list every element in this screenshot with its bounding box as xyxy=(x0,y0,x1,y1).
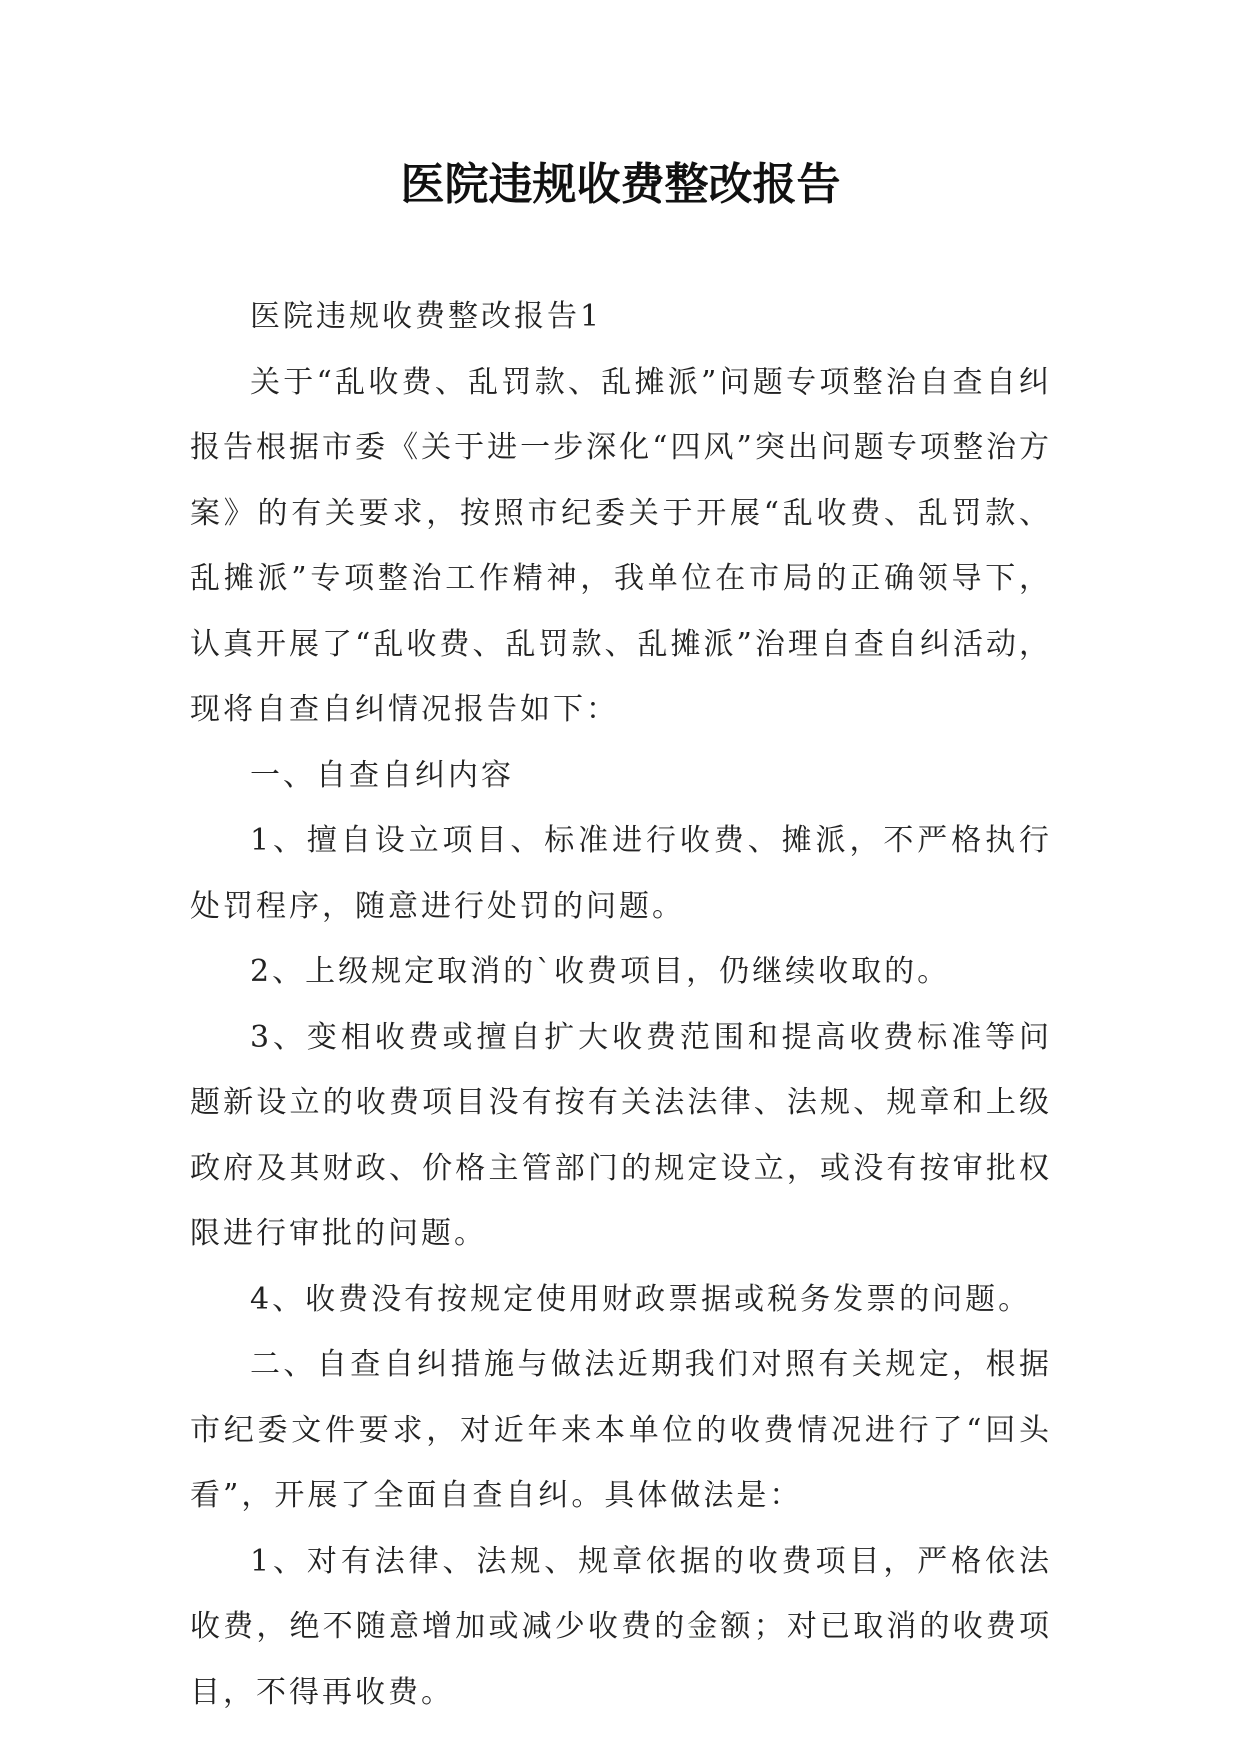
paragraph-intro: 关于“乱收费、乱罚款、乱摊派”问题专项整治自查自纠报告根据市委《关于进一步深化“四风”突出问题专项整治方案》的有关要求，按照市纪委关于开展“乱收费、乱罚款、乱摊派”专项整治工作精神，我单位在市局的正确领导下，认真开展了“乱收费、乱罚款、乱摊派”治理自查自纠活动，现将自查自纠情况报告如下： xyxy=(190,364,1052,727)
paragraph-section-two: 二、自查自纠措施与做法近期我们对照有关规定，根据市纪委文件要求，对近年来本单位的收费情况进行了“回头看”，开展了全面自查自纠。具体做法是： xyxy=(190,1347,1052,1513)
paragraph-section-one-heading: 一、自查自纠内容 xyxy=(250,757,514,793)
paragraph-measure-1: 1、对有法律、法规、规章依据的收费项目，严格依法收费，绝不随意增加或减少收费的金额；对已取消的收费项目，不得再收费。 xyxy=(190,1543,1052,1710)
paragraph-report-heading: 医院违规收费整改报告1 xyxy=(250,299,603,334)
paragraph-item-4: 4、收费没有按规定使用财政票据或税务发票的问题。 xyxy=(250,1281,1032,1317)
paragraph-item-3: 3、变相收费或擅自扩大收费范围和提高收费标准等问题新设立的收费项目没有按有关法法律、法规、规章和上级政府及其财政、价格主管部门的规定设立，或没有按审批权限进行审批的问题。 xyxy=(190,1019,1052,1251)
document-body xyxy=(190,284,1052,1725)
paragraph-item-1: 1、擅自设立项目、标准进行收费、摊派，不严格执行处罚程序，随意进行处罚的问题。 xyxy=(190,823,1052,924)
paragraph-item-2: 2、上级规定取消的`收费项目，仍继续收取的。 xyxy=(250,954,951,989)
document-title: 医院违规收费整改报告 xyxy=(400,159,841,210)
